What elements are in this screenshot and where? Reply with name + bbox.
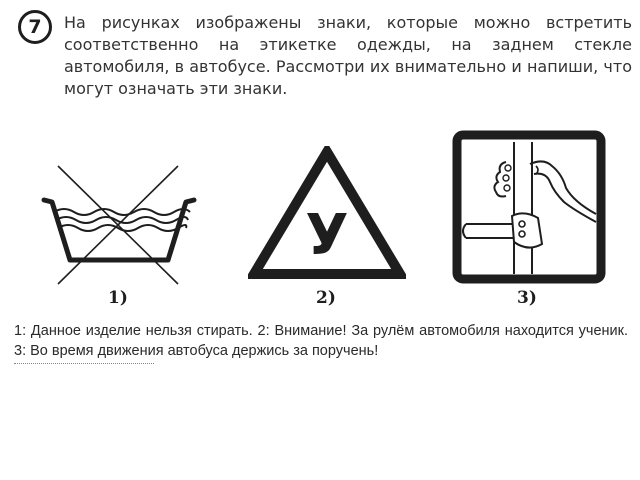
figure-student-driver xyxy=(248,146,406,280)
cut-off-line xyxy=(14,360,154,366)
task-instructions: На рисунках изображены знаки, которые можно встретить соответственно на этикетке одежды, на заднем стекле автомобиля, в автобусе. Рассмотри их внимательно и напиши, что могут означать эти знаки. xyxy=(64,13,632,98)
no-wash-icon xyxy=(38,160,202,290)
figure-handrail xyxy=(452,130,606,284)
student-driver-sign-icon xyxy=(248,146,406,280)
figure-no-wash xyxy=(38,160,202,290)
task-number-badge xyxy=(18,10,52,44)
figure-label-3: 3) xyxy=(517,288,537,308)
hold-handrail-sign-icon xyxy=(452,130,606,284)
figure-label-1: 1) xyxy=(108,288,128,308)
task-number: 7 xyxy=(28,16,42,38)
answer-text: 1: Данное изделие нельзя стирать. 2: Внимание! За рулём автомобиля находится ученик. 3: Во время движения автобуса держись за поручень! xyxy=(14,323,628,359)
sign-letter: У xyxy=(305,203,349,268)
figure-label-2: 2) xyxy=(316,288,336,308)
